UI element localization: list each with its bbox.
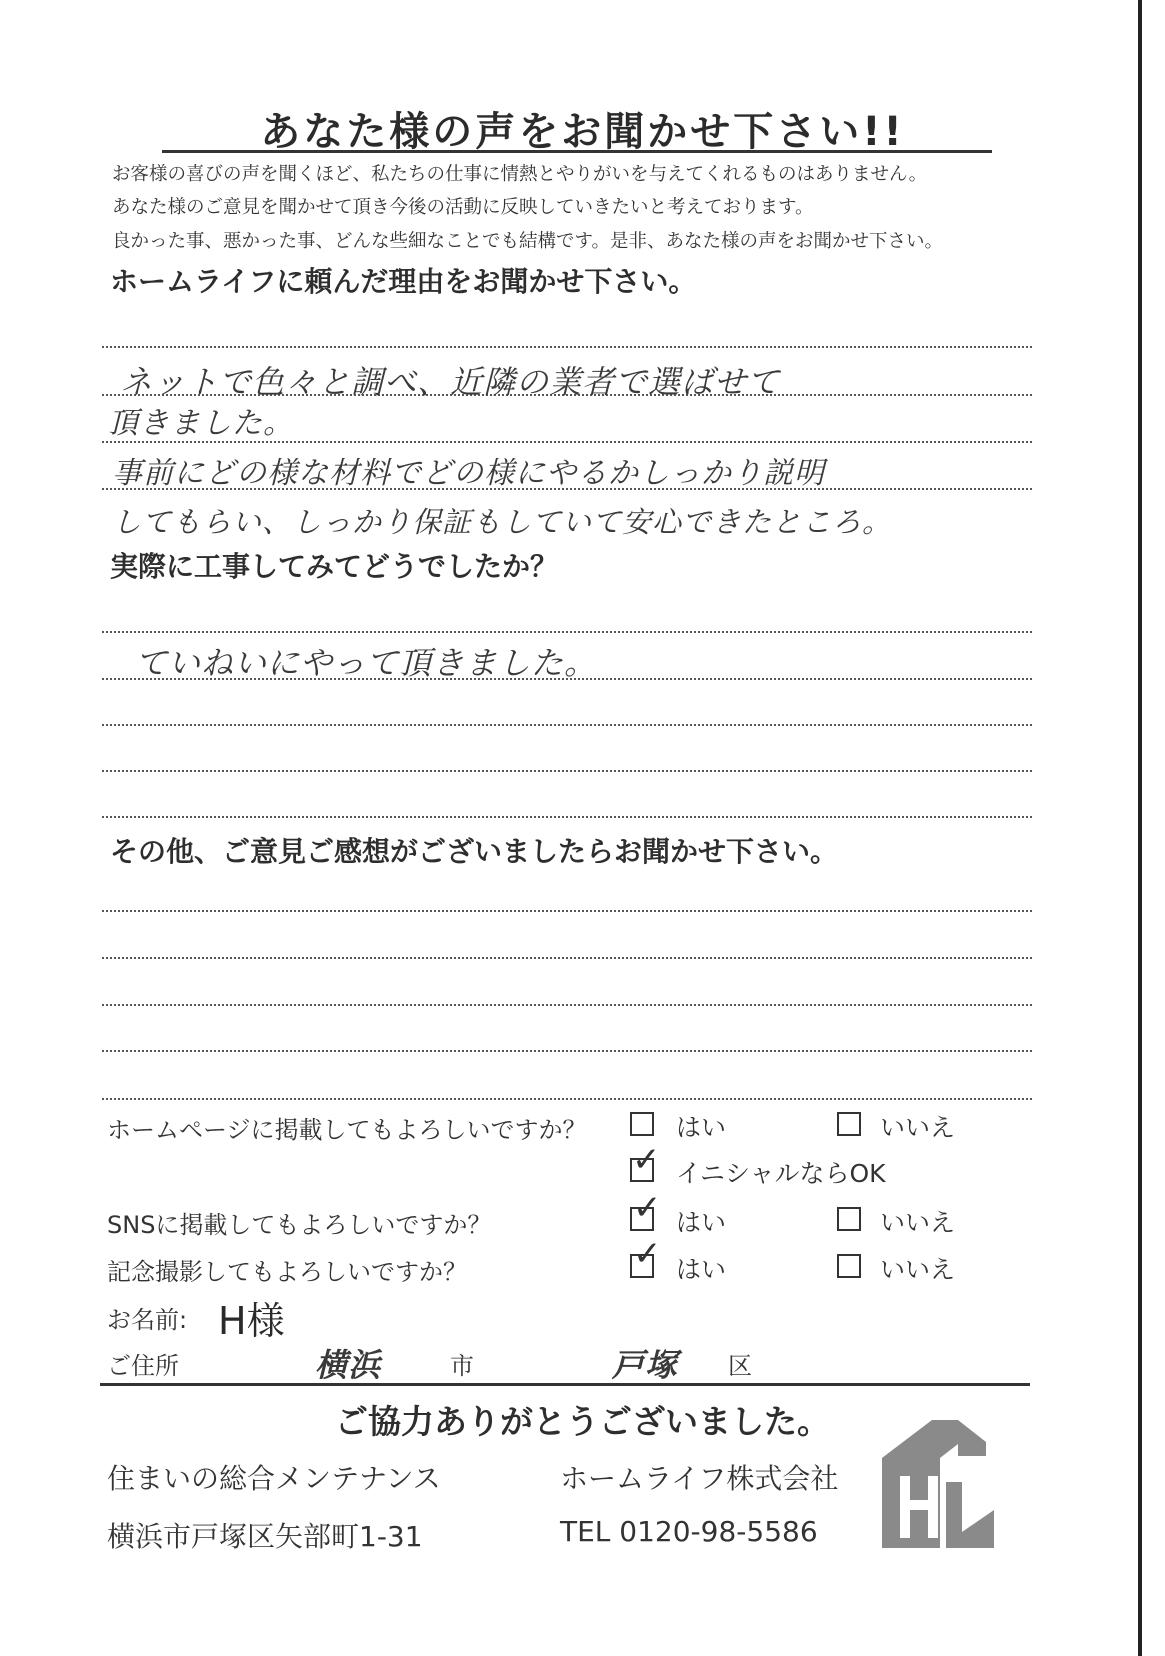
section1-answer-line-4: してもらい、しっかり保証もしていて安心できたところ。 [112, 505, 893, 539]
homepage-consent-question: ホームページに掲載してもよろしいですか？ [107, 1116, 587, 1144]
company-tagline: 住まいの総合メンテナンス [107, 1462, 441, 1495]
section2-line-5 [102, 816, 1032, 818]
homepage-yes-label: はい [676, 1113, 727, 1142]
photo-no-label: いいえ [880, 1255, 956, 1284]
company-name: ホームライフ株式会社 [560, 1462, 839, 1495]
title-underline [162, 150, 992, 153]
address-city-value: 横浜 [315, 1346, 382, 1384]
company-logo-icon [882, 1420, 1004, 1548]
company-tel: TEL 0120-98-5586 [560, 1515, 818, 1548]
section3-line-5 [102, 1098, 1032, 1100]
section1-answer-line-1: ネットで色々と調べ、近隣の業者で選ばせて [120, 363, 781, 401]
section3-line-4 [102, 1050, 1032, 1052]
section2-heading: 実際に工事してみてどうでしたか？ [110, 550, 559, 583]
company-address: 横浜市戸塚区矢部町1-31 [107, 1520, 423, 1553]
homepage-initial-label: イニシャルならOK [676, 1159, 886, 1188]
homepage-yes-checkbox[interactable] [630, 1112, 654, 1136]
section1-heading: ホームライフに頼んだ理由をお聞かせ下さい。 [110, 265, 697, 298]
homepage-no-label: いいえ [880, 1113, 956, 1142]
sns-yes-label: はい [676, 1208, 727, 1237]
homepage-initial-check-icon: ✓ [632, 1140, 661, 1180]
name-value: H様 [218, 1299, 285, 1343]
footer-divider [100, 1383, 1030, 1386]
photo-no-checkbox[interactable] [837, 1254, 861, 1278]
section1-answer-line-3: 事前にどの様な材料でどの様にやるかしっかり説明 [112, 456, 825, 491]
intro-line-3: 良かった事、悪かった事、どんな些細なことでも結構です。是非、あなた様の声をお聞かせ下さい。 [112, 231, 944, 252]
section2-line-3 [102, 724, 1032, 726]
section3-heading: その他、ご意見ご感想がございましたらお聞かせ下さい。 [110, 835, 839, 868]
photo-consent-question: 記念撮影してもよろしいですか？ [107, 1258, 467, 1286]
section1-line-1 [102, 346, 1032, 348]
photo-yes-label: はい [676, 1255, 727, 1284]
intro-line-1: お客様の喜びの声を聞くほど、私たちの仕事に情熱とやりがいを与えてくれるものはありません。 [112, 164, 928, 185]
section2-line-4 [102, 770, 1032, 772]
sns-yes-check-icon: ✓ [633, 1188, 662, 1228]
section2-answer-line-1: ていねいにやって頂きました。 [135, 644, 598, 682]
section2-line-1 [102, 631, 1032, 633]
name-label: お名前: [107, 1306, 188, 1334]
address-city-suffix: 市 [450, 1352, 474, 1380]
thanks-message: ご協力ありがとうございました。 [335, 1402, 830, 1441]
section3-line-2 [102, 957, 1032, 959]
section3-line-3 [102, 1004, 1032, 1006]
section1-answer-line-2: 頂きました。 [108, 406, 294, 441]
photo-yes-check-icon: ✓ [633, 1234, 662, 1274]
address-ward-suffix: 区 [728, 1352, 752, 1380]
sns-no-label: いいえ [880, 1208, 956, 1237]
section3-line-1 [102, 910, 1032, 912]
sns-no-checkbox[interactable] [837, 1207, 861, 1231]
homepage-no-checkbox[interactable] [837, 1112, 861, 1136]
sns-consent-question: SNSに掲載してもよろしいですか？ [107, 1211, 492, 1239]
page-title: あなた様の声をお聞かせ下さい!! [260, 109, 905, 155]
address-ward-value: 戸塚 [612, 1346, 679, 1384]
address-label: ご住所 [107, 1352, 179, 1380]
intro-line-2: あなた様のご意見を聞かせて頂き今後の活動に反映していきたいと考えております。 [112, 197, 814, 218]
